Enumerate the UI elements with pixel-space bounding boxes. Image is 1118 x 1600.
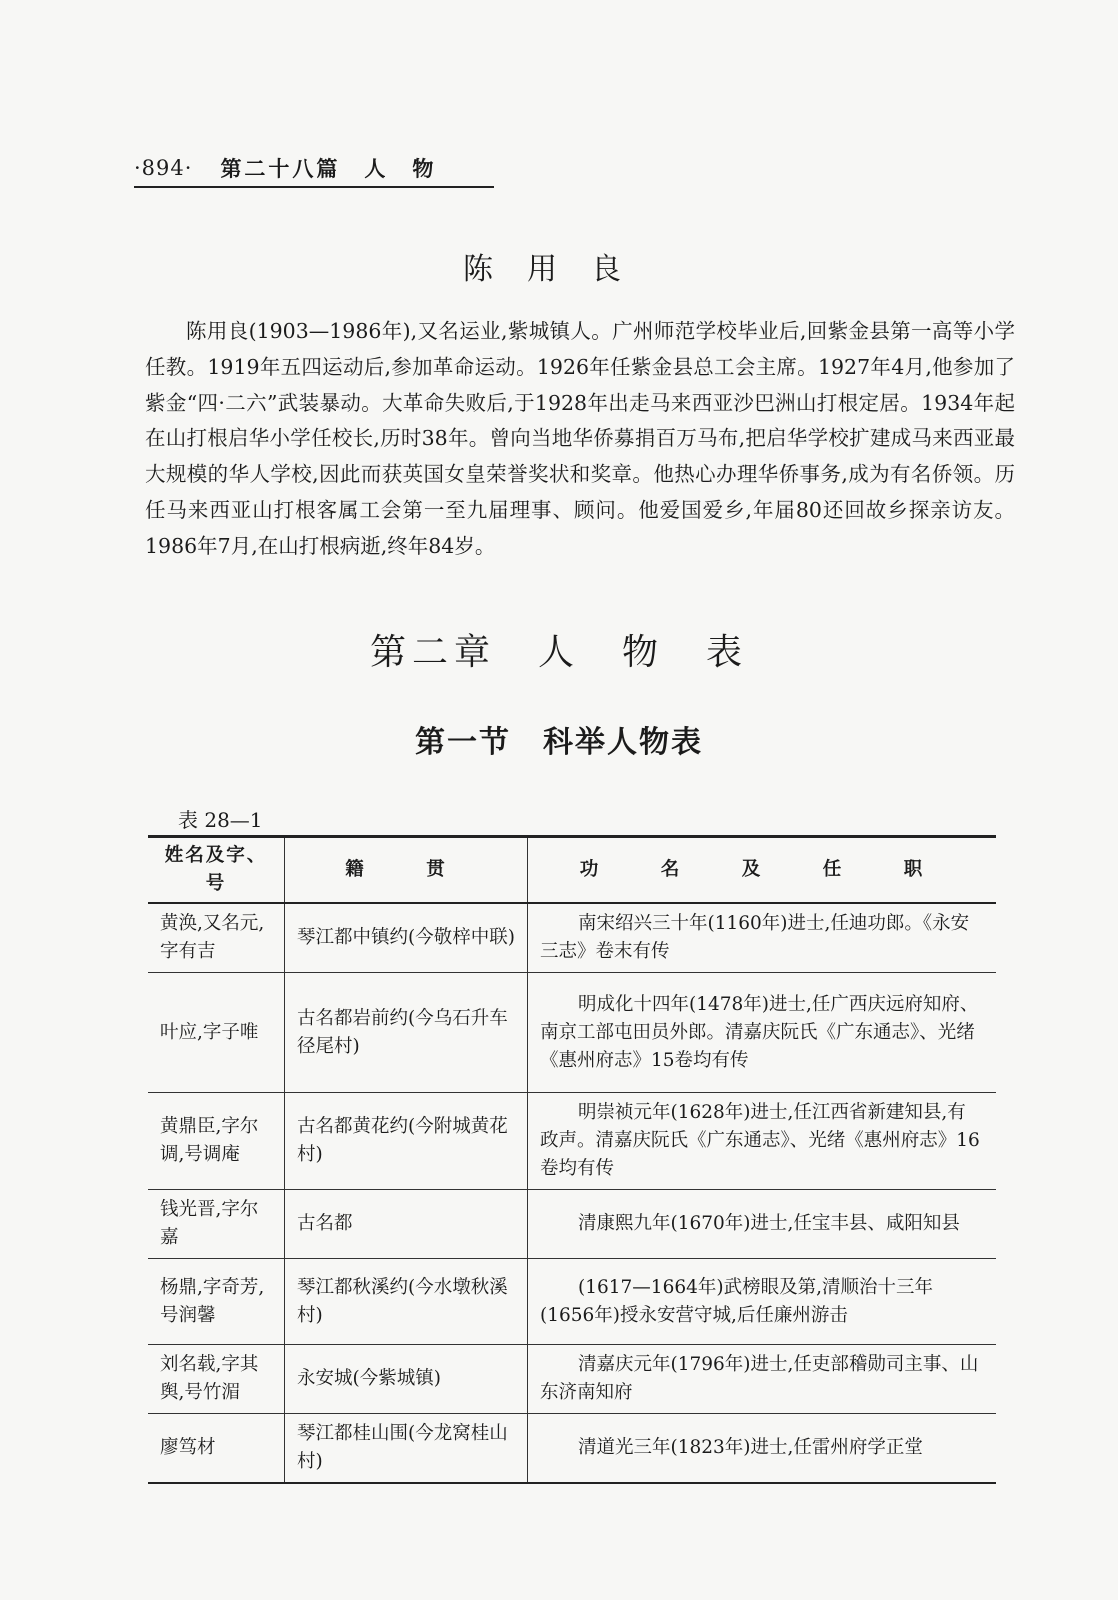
- table-row: [148, 1093, 996, 1190]
- header-origin: 籍 贯: [285, 837, 528, 904]
- cell-name: 杨鼎,字奇芳,号润馨: [148, 1259, 285, 1345]
- cell-career: (1617—1664年)武榜眼及第,清顺治十三年(1656年)授永安营守城,后任廉州游击: [528, 1259, 997, 1345]
- cell-origin: 古名都岩前约(今乌石升车径尾村): [285, 973, 528, 1093]
- cell-origin: 琴江都秋溪约(今水墩秋溪村): [285, 1259, 528, 1345]
- table-label: 表 28—1: [178, 808, 263, 832]
- cell-name: 廖笃材: [148, 1414, 285, 1484]
- header-name: 姓名及字、号: [148, 837, 285, 904]
- section-title: 第一节 科举人物表: [415, 725, 703, 760]
- biography-title: 陈用良: [463, 252, 655, 287]
- cell-career: 南宋绍兴三十年(1160年)进士,任迪功郎。《永安三志》卷末有传: [528, 903, 997, 973]
- running-header: [134, 150, 494, 188]
- cell-name: 刘名载,字其舆,号竹湄: [148, 1345, 285, 1414]
- imperial-exam-table: [148, 835, 996, 1484]
- table-row: [148, 1190, 996, 1259]
- page-number: ·894·: [134, 156, 193, 180]
- cell-career: 明崇祯元年(1628年)进士,任江西省新建知县,有政声。清嘉庆阮氏《广东通志》、光绪《惠州府志》16卷均有传: [528, 1093, 997, 1190]
- cell-name: 叶应,字子唯: [148, 973, 285, 1093]
- header-section-title: 第二十八篇 人 物: [220, 157, 437, 181]
- cell-origin: 琴江都桂山围(今龙窝桂山村): [285, 1414, 528, 1484]
- cell-origin: 永安城(今紫城镇): [285, 1345, 528, 1414]
- table-row: [148, 903, 996, 973]
- cell-origin: 琴江都中镇约(今敬梓中联): [285, 903, 528, 973]
- cell-name: 黄鼎臣,字尔调,号调庵: [148, 1093, 285, 1190]
- table-row: [148, 1259, 996, 1345]
- header-career: 功 名 及 任 职: [528, 837, 997, 904]
- cell-name: 黄涣,又名元,字有吉: [148, 903, 285, 973]
- table-row: [148, 1414, 996, 1484]
- cell-career: 明成化十四年(1478年)进士,任广西庆远府知府、南京工部屯田员外郎。清嘉庆阮氏《广东通志》、光绪《惠州府志》15卷均有传: [528, 973, 997, 1093]
- cell-origin: 古名都: [285, 1190, 528, 1259]
- table-row: [148, 973, 996, 1093]
- cell-name: 钱光晋,字尔嘉: [148, 1190, 285, 1259]
- table-row: [148, 1345, 996, 1414]
- cell-origin: 古名都黄花约(今附城黄花村): [285, 1093, 528, 1190]
- table-header-row: [148, 837, 996, 904]
- cell-career: 清嘉庆元年(1796年)进士,任吏部稽勋司主事、山东济南知府: [528, 1345, 997, 1414]
- cell-career: 清康熙九年(1670年)进士,任宝丰县、咸阳知县: [528, 1190, 997, 1259]
- chapter-title: 第二章 人 物 表: [369, 632, 748, 673]
- biography-text: 陈用良(1903—1986年),又名运业,紫城镇人。广州师范学校毕业后,回紫金县第一高等小学任教。1919年五四运动后,参加革命运动。1926年任紫金县总工会主席。1927年4月,他参加了紫金“四·二六”武装暴动。大革命失败后,于1928年出走马来西亚沙巴洲山打根定居。1934年起在山打根启华小学任校长,历时38年。曾向当地华侨募捐百万马布,把启华学校扩建成马来西亚最大规模的华人学校,因此而获英国女皇荣誉奖状和奖章。他热心办理华侨事务,成为有名侨领。历任马来西亚山打根客属工会第一至九届理事、顾问。他爱国爱乡,年届80还回故乡探亲访友。1986年7月,在山打根病逝,终年84岁。: [145, 319, 1015, 558]
- cell-career: 清道光三年(1823年)进士,任雷州府学正堂: [528, 1414, 997, 1484]
